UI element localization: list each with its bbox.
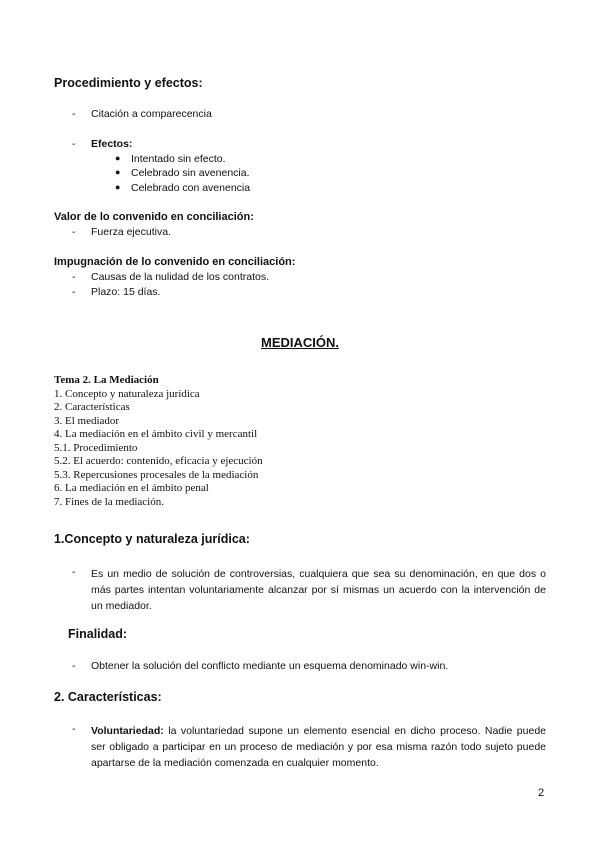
dash-bullet: - — [72, 138, 76, 150]
section-heading-caracteristicas: 2. Características: — [54, 690, 162, 704]
list-item: Celebrado sin avenencia. — [131, 167, 250, 179]
list-item: Fuerza ejecutiva. — [91, 226, 171, 238]
section-heading-finalidad: Finalidad: — [68, 627, 128, 641]
list-item: Citación a comparecencia — [91, 108, 212, 120]
outline-item: 3. El mediador — [54, 414, 120, 427]
list-item: Causas de la nulidad de los contratos. — [91, 271, 270, 283]
list-item: Plazo: 15 días. — [91, 286, 161, 298]
list-item: Obtener la solución del conflicto mediante un esquema denominado win-win. — [91, 660, 449, 672]
outline-item: 5.1. Procedimiento — [54, 441, 138, 454]
dash-bullet: - — [72, 286, 76, 298]
voluntariedad-term: Voluntariedad: — [91, 725, 164, 737]
outline-item: 6. La mediación en el ámbito penal — [54, 482, 209, 494]
tema-title: Tema 2. La Mediación — [54, 374, 159, 386]
tema-outline — [54, 374, 263, 509]
section-heading-impugnacion: Impugnación de lo convenido en conciliación: — [54, 256, 296, 268]
concepto-paragraph: Es un medio de solución de controversias, cualquiera que sea su denominación, en que dos o más partes intentan voluntariamente alcanzar por sí mismas un acuerdo con la intervención de un mediador. — [91, 568, 546, 612]
bullet-icon: ● — [115, 153, 121, 163]
page-title-mediacion: MEDIACIÓN. — [261, 335, 339, 350]
section-heading-procedimiento: Procedimiento y efectos: — [54, 76, 203, 90]
bullet-icon: ● — [115, 167, 121, 177]
outline-item: 4. La mediación en el ámbito civil y mercantil — [54, 428, 258, 440]
dash-bullet: - — [72, 108, 76, 120]
voluntariedad-text: la voluntariedad supone un elemento esencial en dicho proceso. Nadie puede ser obligado a participar en un proceso de mediación y por esa misma razón todo sujeto puede apartarse de la mediación comenzada en cualquier momento. — [91, 725, 547, 769]
dash-bullet: - — [72, 566, 76, 578]
outline-item: 1. Concepto y naturaleza jurídica — [54, 387, 200, 400]
page-number: 2 — [538, 787, 545, 799]
caracteristicas-paragraph — [91, 723, 546, 771]
outline-item: 5.3. Repercusiones procesales de la mediación — [54, 468, 259, 481]
dash-bullet: - — [72, 660, 76, 672]
efectos-label: Efectos: — [91, 138, 133, 150]
list-item: Intentado sin efecto. — [131, 153, 226, 165]
list-item: Celebrado con avenencia — [131, 182, 251, 194]
bullet-icon: ● — [115, 182, 121, 192]
section-heading-valor: Valor de lo convenido en conciliación: — [54, 211, 254, 223]
outline-item: 2. Características — [54, 401, 130, 413]
outline-item: 7. Fines de la mediación. — [54, 495, 164, 508]
outline-item: 5.2. El acuerdo: contenido, eficacia y ejecución — [54, 455, 263, 467]
section-heading-concepto: 1.Concepto y naturaleza jurídica: — [54, 532, 250, 546]
dash-bullet: - — [72, 226, 76, 238]
dash-bullet: - — [72, 723, 76, 735]
dash-bullet: - — [72, 271, 76, 283]
